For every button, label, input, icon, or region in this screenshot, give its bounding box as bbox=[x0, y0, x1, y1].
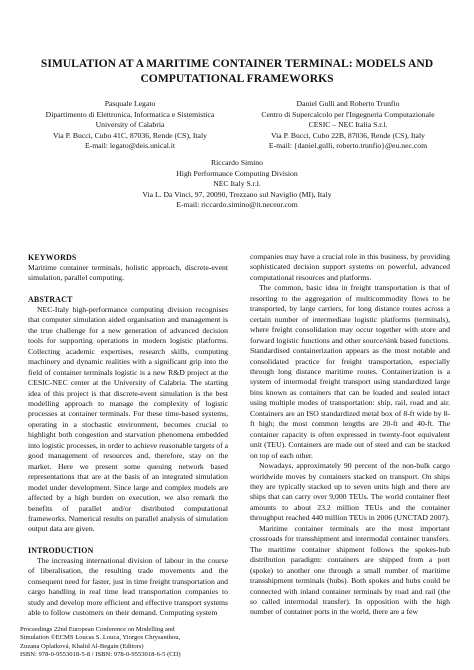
author-dept: High Performance Computing Division bbox=[176, 168, 298, 178]
author-name: Daniel Gullì and Roberto Trunfio bbox=[296, 99, 400, 108]
abstract-text: NEC-Italy high-performance computing division recognises that computer simulation aided organisation and management is the true challenge for a new generation of advanced decision tools for supporting operations in modern logistic platforms. Collecting academic expertises, research skills, computing machinery and dynamic realities with a significant grip into the field of container terminals logistic is a new R&D project at the CESIC-NEC center at the University of Calabria. The starting idea of this project is that discrete-event simulation is the best modelling approach to manage the complexity of logistic processes at container terminals. For these time-based systems, operating in a stochastic environment, becomes crucial to highlight both congestion and starvation phenomena embedded into logistic processes, in order to achieve reasonable targets of a good management of resources and, therefore, stay on the market. Here we present some queuing network based representations that are at the basis of an integrated simulation model under development. Since large and complex models are affected by a high burden on execution, we also remark the benefits of parallel and/or distributed computational frameworks. Numerical results on parallel analysis of simulation output data are given. bbox=[28, 304, 228, 534]
author-dept: Centro di Supercalcolo per l'Ingegneria Computazionale bbox=[261, 109, 435, 119]
body-paragraph: companies may have a crucial role in this business, by providing sophisticated decision support systems on powerful, advanced computational resources and platforms. bbox=[250, 252, 450, 282]
abstract-heading: ABSTRACT bbox=[28, 294, 73, 304]
author-email: E-mail: riccardo.simino@it.neceur.com bbox=[176, 200, 298, 210]
author-address: Via P. Bucci, Cubo 41C, 87036, Rende (CS), Italy bbox=[53, 130, 207, 140]
right-column bbox=[250, 252, 450, 618]
author-address: Via L. Da Vinci, 97, 20090, Trezzano sul Naviglio (MI), Italy bbox=[142, 189, 332, 199]
keywords-heading: KEYWORDS bbox=[28, 253, 77, 262]
paper-title bbox=[20, 56, 454, 86]
author-email: E-mail: legato@deis.unical.it bbox=[84, 141, 176, 151]
introduction-heading: INTRODUCTION bbox=[28, 545, 94, 555]
author-email: E-mail: {daniel.gulli, roberto.trunfio}@eu.nec.com bbox=[268, 141, 428, 151]
title-line-2: COMPUTATIONAL FRAMEWORKS bbox=[140, 72, 334, 85]
footer-line: Simulation ©ECMS Loucas S. Louca, Yiorgos Chrysanthou, bbox=[20, 634, 181, 642]
introduction-text: The increasing international division of labour in the course of liberalisation, the resulting trade movements and the consequent need for faster, just in time freight transportation and cargo handling in real time lead transportation companies to study and develop more efficient and effective transport systems able to follow customers on their demand. Computing system bbox=[28, 555, 228, 618]
proceedings-footer bbox=[20, 626, 181, 660]
author-name: Pasquale Legato bbox=[104, 99, 156, 108]
author-block-legato bbox=[30, 99, 230, 152]
footer-line: Zuzana Oplatková, Khalid Al-Begain (Editors) bbox=[20, 642, 144, 650]
body-paragraph: Nowadays, approximately 90 percent of the non-bulk cargo worldwide moves by containers stacked on transport. On ships they are typically stacked up to seven units high and there are ships that can carry over 9,000 TEUs. The world container fleet amounts to about 23.2 million TEUs and the container throughput reached 440 million TEUs in 2006 (UNCTAD 2007). bbox=[250, 461, 450, 523]
author-block-gulli-trunfio bbox=[232, 99, 464, 152]
keywords-text: Maritime container terminals, holistic approach, discrete-event simulation, parallel computing. bbox=[28, 263, 228, 283]
author-dept: Dipartimento di Elettronica, Informatica e Sistemistica bbox=[45, 109, 215, 119]
author-org: NEC Italy S.r.l. bbox=[213, 179, 261, 189]
body-paragraph: Maritime container terminals are the most important crossroads for transshipment and intermodal container transfers. The maritime container shipment follows the spokes-hub distribution paradigm: containers are shipped from a port (spoke) to another one through a small number of maritime transshipment terminals (hubs). Both spokes and hubs could be connected with inland container terminals by road and rail (the so called intermodal transfer). In opposition with the high number of container ports in the world, there are a few bbox=[250, 523, 450, 617]
body-paragraph: The common, basic idea in freight transportation is that of resorting to the aggregation of multicommodity flows to be transported, by large carriers, for long distance routes across a certain number of intermediate logistic platforms (terminals), where freight consolidation may occur together with store and forward logistic functions and other source/sink based functions. Standardised containerization appears as the most notable and consolidated practice for freight transportation, especially through long distance maritime routes. Containerization is a system of intermodal freight transport using standardized large bins known as containers that can be loaded and sealed intact using multiple modes of transportation: ship, rail, road and air. Containers are an ISO standardized metal box of 8-ft wide by 8-ft high; the most common lengths are 20-ft and 40-ft. The container capacity is often expressed in twenty-foot equivalent unit (TEU). Containers are made out of steel and can be stacked on top of each other. bbox=[250, 283, 450, 460]
author-org: University of Calabria bbox=[95, 120, 165, 130]
author-address: Via P. Bucci, Cubo 22B, 87036, Rende (CS), Italy bbox=[271, 130, 425, 140]
footer-line: Proceedings 22nd European Conference on Modelling and bbox=[20, 626, 175, 633]
title-line-1: SIMULATION AT A MARITIME CONTAINER TERMINAL: MODELS AND bbox=[40, 57, 434, 70]
author-org: CESIC – NEC Italia S.r.l. bbox=[308, 120, 388, 130]
author-block-simino bbox=[60, 158, 414, 211]
author-name: Riccardo Simino bbox=[211, 158, 263, 167]
footer-line: ISBN: 978-0-9553018-5-8 / ISBN: 978-0-9553018-6-5 (CD) bbox=[20, 651, 181, 659]
left-column bbox=[28, 252, 228, 619]
